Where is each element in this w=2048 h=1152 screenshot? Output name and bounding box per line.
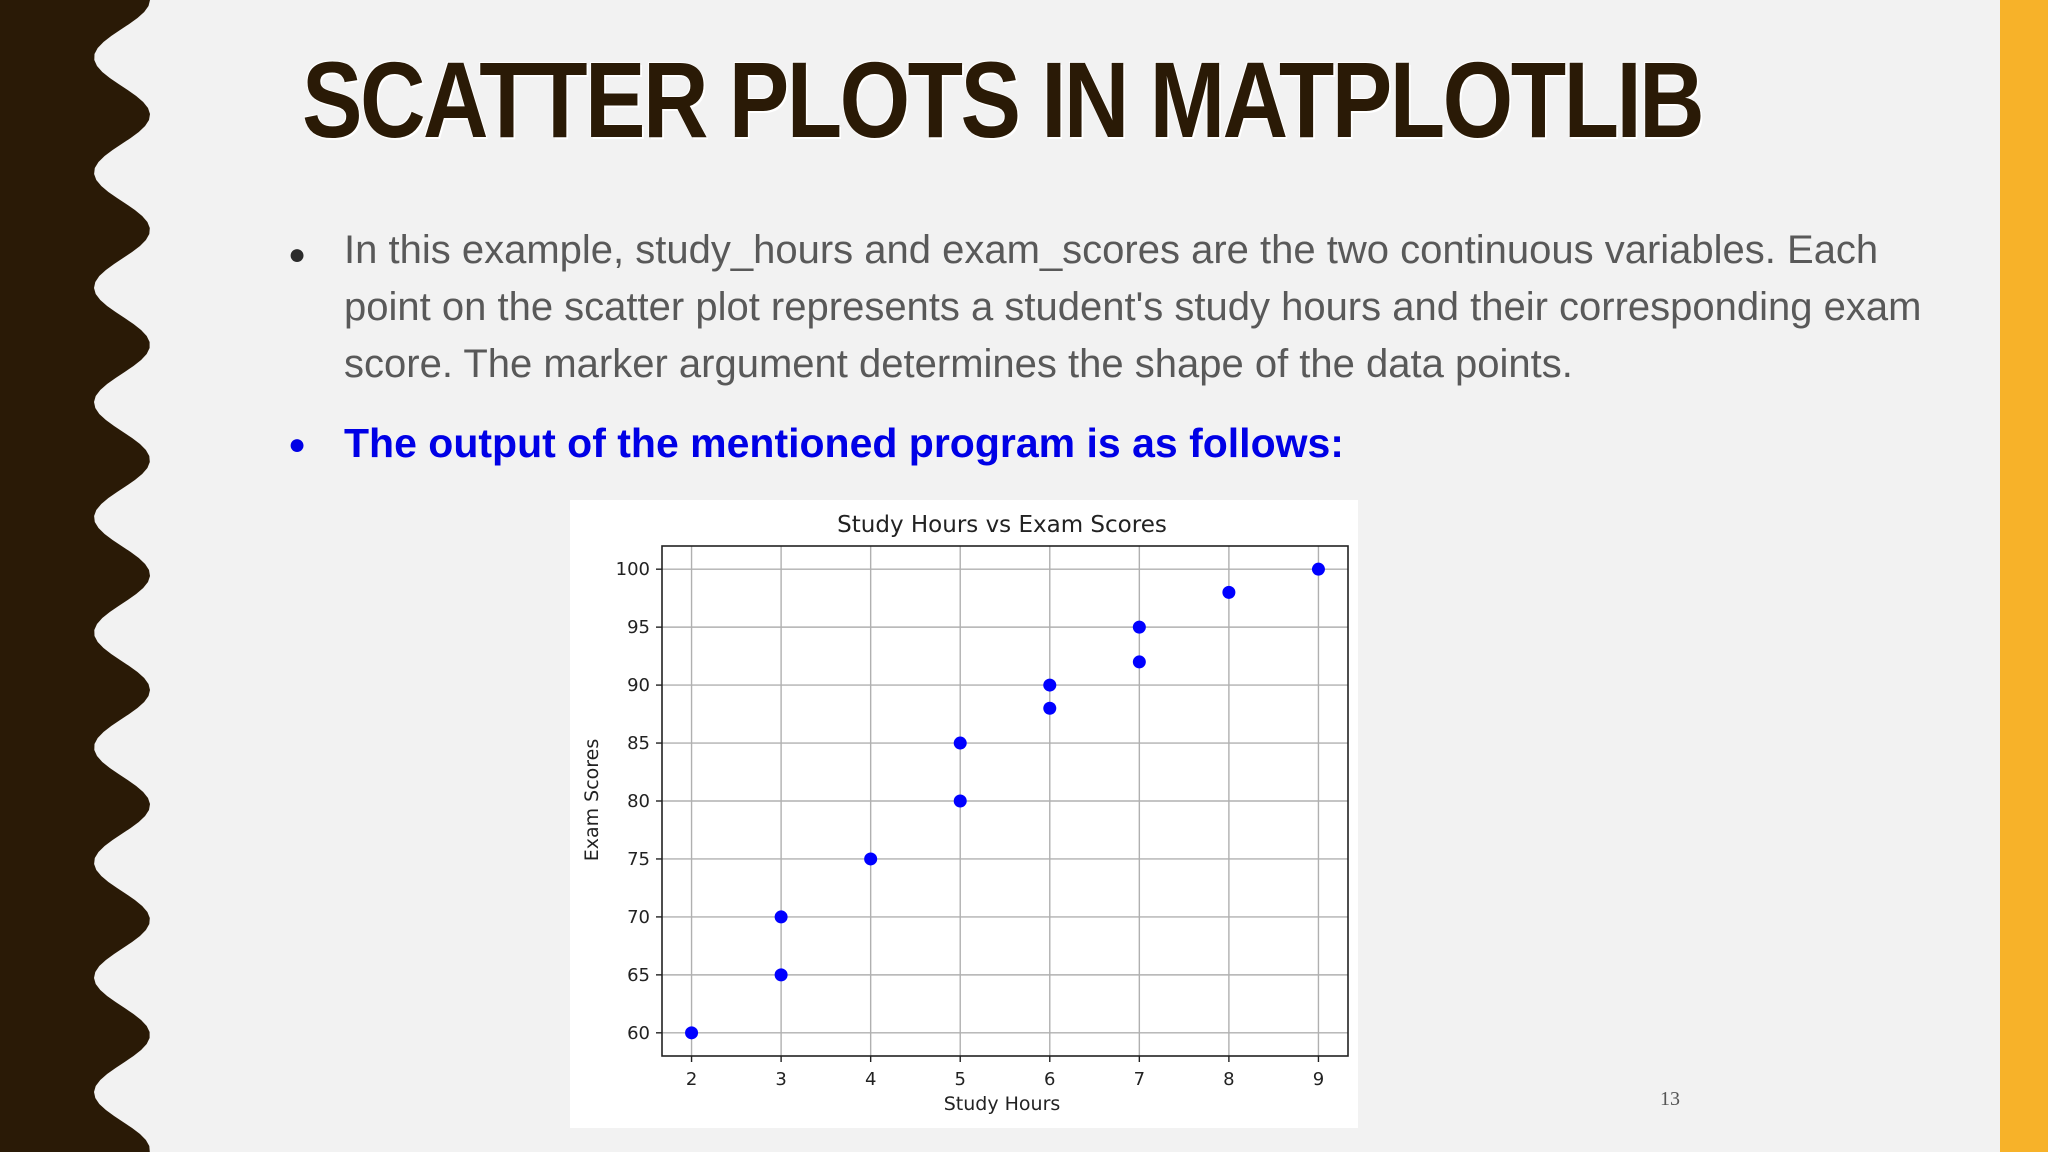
- page-number: 13: [1660, 1088, 1680, 1110]
- y-tick-label: 75: [627, 848, 650, 870]
- bullet-list: [284, 222, 1924, 471]
- y-axis-label: Exam Scores: [581, 738, 603, 862]
- scatter-point: [1043, 679, 1056, 692]
- x-tick-label: 7: [1133, 1069, 1146, 1090]
- scatter-point: [1133, 621, 1146, 634]
- slide-title: SCATTER PLOTS IN MATPLOTLIB: [302, 39, 1703, 160]
- x-tick-label: 2: [685, 1069, 698, 1090]
- chart-title: Study Hours vs Exam Scores: [837, 512, 1167, 538]
- scatter-point: [685, 1026, 698, 1039]
- scatter-chart-figure: [570, 500, 1358, 1128]
- x-tick-label: 8: [1223, 1069, 1235, 1090]
- scatter-point: [1312, 563, 1325, 576]
- bullet-item: [284, 222, 1924, 393]
- scatter-point: [954, 795, 967, 808]
- y-tick-label: 85: [627, 733, 650, 755]
- x-tick-label: 6: [1044, 1069, 1056, 1090]
- x-tick-label: 4: [864, 1069, 877, 1090]
- y-tick-label: 80: [627, 791, 650, 812]
- bullet-item-highlight: [284, 415, 1924, 471]
- scatter-point: [1133, 655, 1146, 668]
- y-tick-label: 100: [615, 559, 650, 581]
- scatter-chart: [570, 500, 1358, 1128]
- x-tick-label: 5: [954, 1069, 966, 1090]
- bullet-text: In this example, study_hours and exam_scores are the two continuous variables. Each point on the scatter plot represents a student's study hours and their corresponding exam score. The marker argument determines the shape of the data points.: [344, 228, 1922, 386]
- decorative-accent-band: [2000, 0, 2048, 1152]
- x-tick-label: 9: [1312, 1069, 1325, 1090]
- scatter-point: [1222, 586, 1235, 599]
- decorative-wavy-band: [0, 0, 160, 1152]
- bullet-dot-icon: ●: [288, 428, 307, 461]
- y-tick-label: 70: [627, 906, 650, 928]
- bullet-text: The output of the mentioned program is as follows:: [344, 420, 1344, 466]
- scatter-point: [864, 852, 877, 865]
- y-tick-label: 90: [627, 675, 650, 697]
- scatter-point: [954, 737, 967, 750]
- y-tick-label: 65: [627, 964, 650, 986]
- scatter-point: [775, 910, 788, 923]
- x-tick-label: 3: [775, 1069, 787, 1090]
- x-axis-label: Study Hours: [943, 1093, 1061, 1115]
- scatter-point: [775, 968, 788, 981]
- y-tick-label: 95: [627, 617, 650, 639]
- scatter-point: [1043, 702, 1056, 715]
- y-tick-label: 60: [627, 1022, 650, 1044]
- bullet-dot-icon: ●: [288, 238, 307, 271]
